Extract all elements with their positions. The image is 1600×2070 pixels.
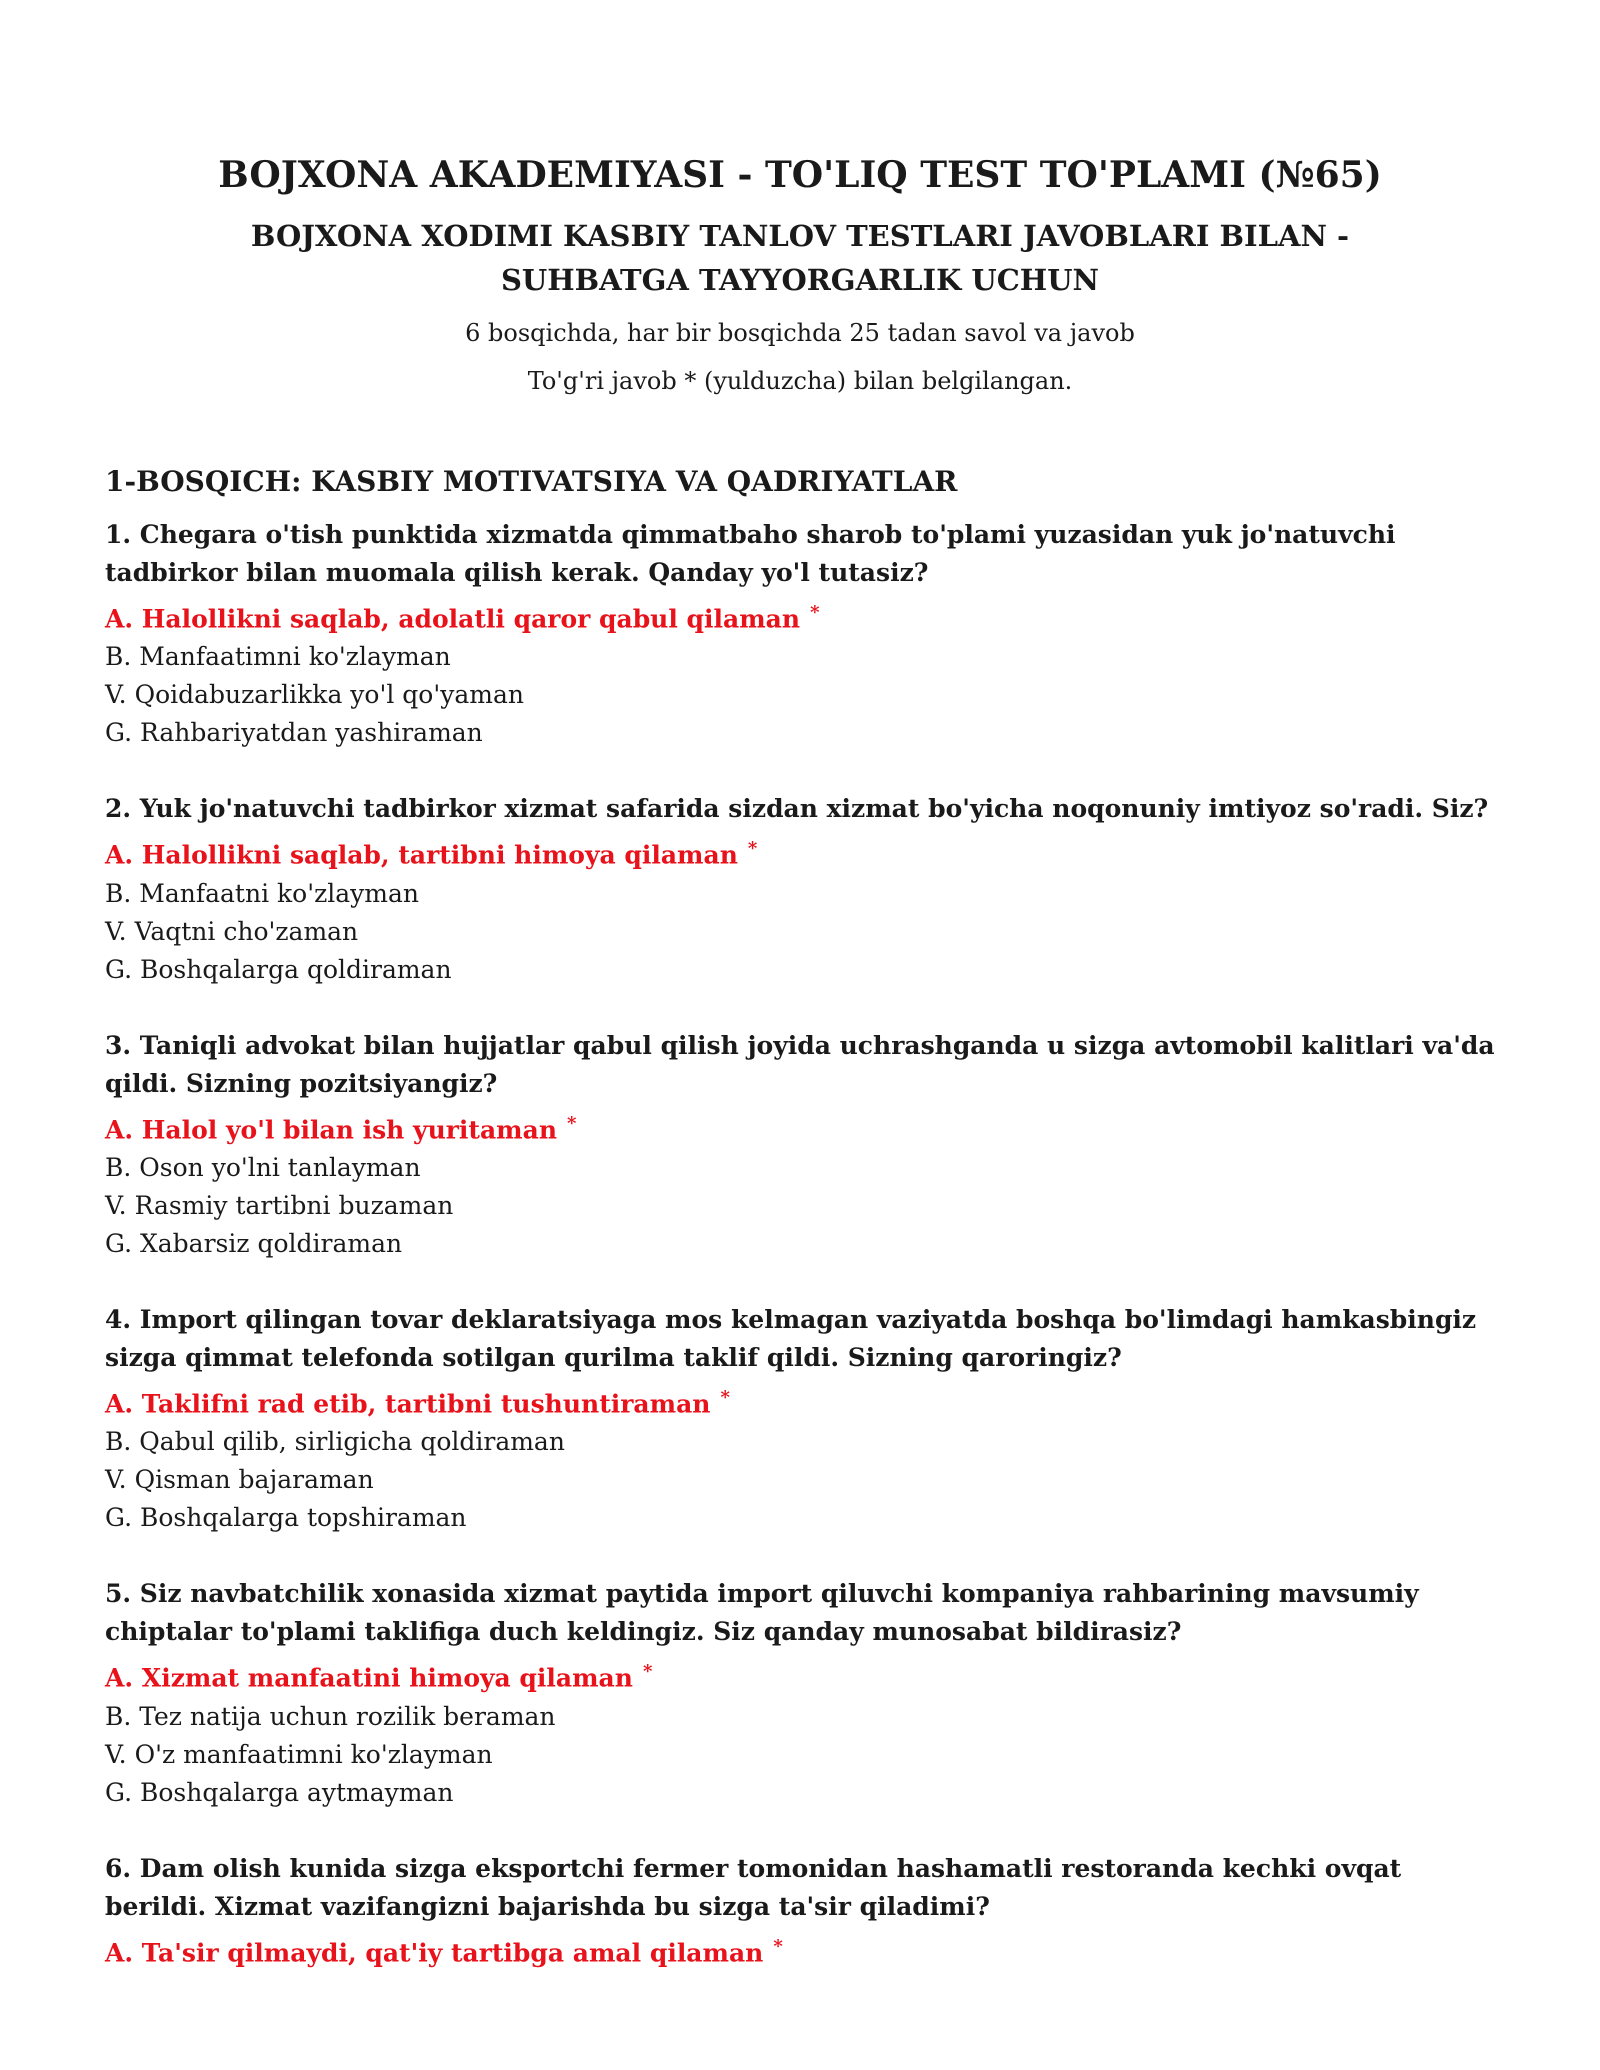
question-block bbox=[105, 790, 1505, 988]
answer-option: V. O'z manfaatimni ko'zlayman bbox=[105, 1739, 493, 1769]
question-text: 2. Yuk jo'natuvchi tadbirkor xizmat safarida sizdan xizmat bo'yicha noqonuniy imtiyoz so'radi. Siz? bbox=[105, 794, 1489, 824]
correct-answer-option: A. Xizmat manfaatini himoya qilaman * bbox=[105, 1661, 653, 1693]
correct-mark: * bbox=[773, 1935, 783, 1957]
correct-answer-option: A. Halollikni saqlab, adolatli qaror qabul qilaman * bbox=[105, 602, 820, 634]
answer-option: B. Manfaatni ko'zlayman bbox=[105, 878, 420, 908]
answer-option: B. Qabul qilib, sirligicha qoldiraman bbox=[105, 1427, 565, 1457]
stages-note: 6 bosqichda, har bir bosqichda 25 tadan savol va javob bbox=[465, 319, 1135, 347]
answer-option: G. Boshqalarga aytmayman bbox=[105, 1777, 454, 1807]
question-text: 3. Taniqli advokat bilan hujjatlar qabul qilish joyida uchrashganda u sizga avtomobil kalitlari va'da qildi. Sizning pozitsiyangiz? bbox=[105, 1030, 1495, 1098]
answer-option: V. Vaqtni cho'zaman bbox=[105, 916, 359, 946]
answer-key-note: To'g'ri javob * (yulduzcha) bilan belgilangan. bbox=[527, 367, 1073, 395]
question-block bbox=[105, 1575, 1505, 1811]
answer-option: V. Qoidabuzarlikka yo'l qo'yaman bbox=[105, 680, 524, 710]
answer-option: V. Qisman bajaraman bbox=[105, 1465, 374, 1495]
correct-mark: * bbox=[747, 838, 758, 860]
correct-answer-option: A. Ta'sir qilmaydi, qat'iy tartibga amal qilaman * bbox=[105, 1935, 783, 1967]
question-block bbox=[105, 516, 1505, 752]
document-subtitle: BOJXONA XODIMI KASBIY TANLOV TESTLARI JAVOBLARI BILAN - SUHBATGA TAYYORGARLIK UCHUN bbox=[250, 219, 1350, 297]
correct-answer-option: A. Taklifni rad etib, tartibni tushuntiraman * bbox=[105, 1386, 730, 1419]
correct-mark: * bbox=[810, 602, 820, 623]
question-text: 1. Chegara o'tish punktida xizmatda qimmatbaho sharob to'plami yuzasidan yuk jo'natuvchi tadbirkor bilan muomala qilish kerak. Qanday yo'l tutasiz? bbox=[105, 520, 1396, 587]
test-content bbox=[105, 458, 1505, 2010]
answer-option: B. Manfaatimni ko'zlayman bbox=[105, 642, 451, 672]
answer-option: B. Oson yo'lni tanlayman bbox=[105, 1152, 421, 1182]
answer-option: B. Tez natija uchun rozilik beraman bbox=[105, 1701, 556, 1731]
correct-mark: * bbox=[720, 1386, 730, 1408]
answer-option: V. Rasmiy tartibni buzaman bbox=[105, 1190, 454, 1220]
question-text: 6. Dam olish kunida sizga eksportchi fermer tomonidan hashamatli restoranda kechki ovqat berildi. Xizmat vazifangizni bajarishda bu sizga ta'sir qiladimi? bbox=[105, 1853, 1402, 1921]
correct-mark: * bbox=[642, 1661, 653, 1683]
question-text: 5. Siz navbatchilik xonasida xizmat paytida import qiluvchi kompaniya rahbarining mavsumiy chiptalar to'plami taklifiga duch keldingiz. Siz qanday munosabat bildirasiz? bbox=[105, 1579, 1419, 1647]
document-title: BOJXONA AKADEMIYASI - TO'LIQ TEST TO'PLAMI (№65) bbox=[218, 154, 1382, 196]
correct-answer-option: A. Halollikni saqlab, tartibni himoya qilaman * bbox=[105, 838, 758, 870]
answer-option: G. Xabarsiz qoldiraman bbox=[105, 1228, 403, 1258]
question-block bbox=[105, 1027, 1505, 1263]
correct-answer-option: A. Halol yo'l bilan ish yuritaman * bbox=[105, 1112, 577, 1144]
question-text: 4. Import qilingan tovar deklaratsiyaga mos kelmagan vaziyatda boshqa bo'limdagi hamkasbingiz sizga qimmat telefonda sotilgan qurilma taklif qildi. Sizning qaroringiz? bbox=[105, 1304, 1477, 1372]
correct-mark: * bbox=[567, 1112, 577, 1134]
answer-option: G. Rahbariyatdan yashiraman bbox=[105, 718, 483, 748]
document-header bbox=[0, 150, 1600, 398]
answer-option: G. Boshqalarga topshiraman bbox=[105, 1503, 467, 1533]
answer-option: G. Boshqalarga qoldiraman bbox=[105, 954, 452, 984]
section-heading: 1-BOSQICH: KASBIY MOTIVATSIYA VA QADRIYATLAR bbox=[105, 465, 958, 498]
question-block bbox=[105, 1850, 1505, 1972]
question-block bbox=[105, 1301, 1505, 1537]
